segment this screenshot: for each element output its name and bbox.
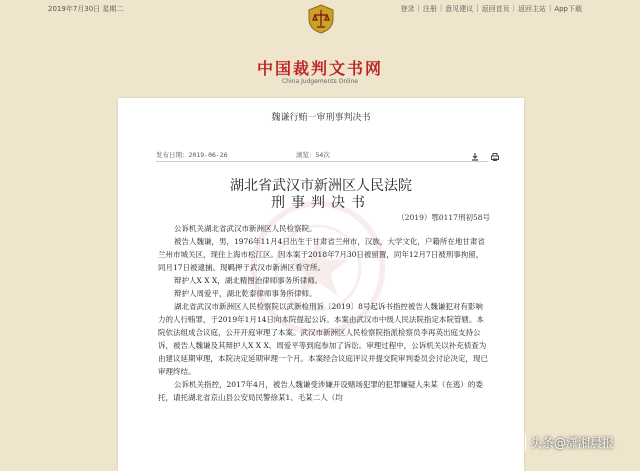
app-download-link[interactable]: App下载 [554, 5, 582, 13]
top-links: 登录 | 注册 | 意见建议 | 返回首页 | 返回主站 | App下载 [400, 4, 582, 13]
document-tools [470, 147, 500, 157]
paragraph: 辩护人周爱平，湖北乾泰律师事务所律师。 [174, 289, 317, 298]
views-label: 浏览： [296, 151, 316, 159]
home-link[interactable]: 返回首页 [481, 5, 510, 13]
document-type: 刑事判决书 [271, 195, 371, 211]
register-link[interactable]: 注册 [422, 5, 437, 13]
print-icon[interactable] [490, 147, 500, 157]
download-icon[interactable] [470, 147, 480, 157]
document-meta [156, 150, 330, 159]
published-date: 2019-06-26 [188, 151, 228, 159]
paragraph: 湖北省武汉市新洲区人民检察院以武新检刑诉〔2019〕8号起诉书指控被告人魏谦犯对有影响力的人行贿罪，于2019年1月14日向本院提起公诉。本案由武汉市中级人民法院指定本院管辖。本院依法组成合议庭，公开开庭审理了本案。武汉市新洲区人民检察院指派检察员李再英出庭支持公诉，被告人魏谦及其辩护人X X X、周爱平等到庭参加了诉讼。审理过程中，公诉机关以补充侦查为由建议延期审理，本院决定延期审理一个月。本案经合议庭评议并提交院审判委员会讨论决定，现已审理终结。 [158, 302, 488, 376]
paragraph: 辩护人X X X，湖北精图治律师事务所律师。 [174, 276, 323, 285]
source-watermark-text: 头条@潇湘晨报 [530, 435, 615, 450]
paragraph: 公诉机关湖北省武汉市新洲区人民检察院。 [174, 224, 317, 233]
feedback-link[interactable]: 意见建议 [445, 5, 474, 13]
site-subtitle: China Judgements Online [281, 78, 358, 85]
case-number: （2019）鄂0117刑初58号 [397, 213, 490, 222]
site-title: 中国裁判文书网 [256, 59, 383, 78]
login-link[interactable]: 登录 [400, 5, 415, 13]
paragraph: 被告人魏谦，男，1976年11月4日出生于甘肃省兰州市，汉族，大学文化，户籍所在地甘肃省兰州市城关区，现住上海市松江区。因本案于2018年7月30日被留置，同年12月7日被刑事拘留，同月17日被逮捕。现羁押于武汉市新洲区看守所。 [158, 237, 485, 272]
source-watermark [504, 431, 622, 453]
toutiao-logo-icon [504, 433, 526, 451]
case-title: 魏谦行贿一审刑事判决书 [271, 113, 371, 123]
published-label: 发布日期： [156, 151, 189, 159]
main-site-link[interactable]: 返回主站 [517, 5, 546, 13]
current-date: 2019年7月30日 星期二 [48, 5, 124, 13]
meta-divider [156, 161, 488, 162]
paragraph: 公诉机关指控，2017年4月，被告人魏谦受涉嫌开设赌场犯罪的犯罪嫌疑人朱某（在逃）的委托，请托湖北省京山县公安局民警徐某1、毛某二人（均 [158, 380, 483, 402]
court-name: 湖北省武汉市新洲区人民法院 [230, 178, 412, 194]
views-count: 54次 [315, 151, 330, 159]
judgment-body [158, 222, 490, 404]
document-panel [118, 98, 524, 471]
court-emblem-icon [307, 4, 335, 34]
